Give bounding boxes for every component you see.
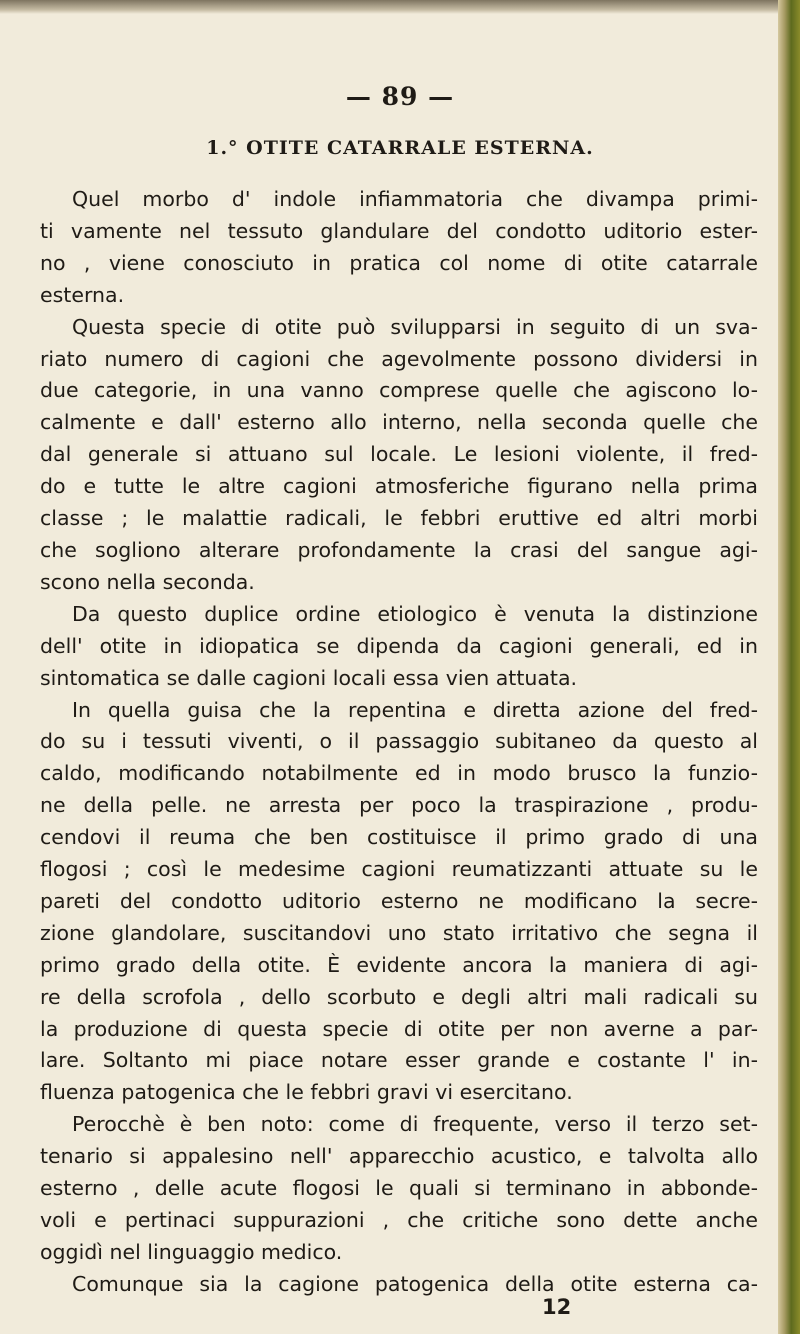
text-line: do e tutte le altre cagioni atmosferiche figurano nella prima <box>40 474 758 499</box>
text-line: Perocchè è ben noto: come di frequente, verso il terzo set- <box>72 1112 758 1137</box>
text-line: do su i tessuti viventi, o il passaggio subitaneo da questo al <box>40 729 758 754</box>
text-line: cendovi il reuma che ben costituisce il primo grado di una <box>40 825 758 850</box>
text-line: Da questo duplice ordine etiologico è venuta la distinzione <box>72 601 758 626</box>
text-line: dell' otite in idiopatica se dipenda da cagioni generali, ed in <box>40 633 758 658</box>
text-line: Comunque sia la cagione patogenica della otite esterna ca- <box>72 1271 758 1296</box>
text-line: oggidì nel linguaggio medico. <box>40 1239 343 1264</box>
text-line: In quella guisa che la repentina e diretta azione del fred- <box>72 697 758 722</box>
text-line: caldo, modificando notabilmente ed in modo brusco la funzio- <box>40 761 758 786</box>
text-line: ne della pelle. ne arresta per poco la traspirazione , produ- <box>40 793 758 818</box>
text-line: riato numero di cagioni che agevolmente possono dividersi in <box>40 346 758 371</box>
text-line: no , viene conosciuto in pratica col nome di otite catarrale <box>40 250 758 275</box>
text-line: voli e pertinaci suppurazioni , che critiche sono dette anche <box>40 1208 758 1232</box>
text-line: scono nella seconda. <box>40 569 255 594</box>
text-line: ti vamente nel tessuto glandulare del condotto uditorio ester- <box>40 218 758 243</box>
text-line: che sogliono alterare profondamente la crasi del sangue agi- <box>40 537 758 562</box>
text-line: esterna. <box>40 282 125 307</box>
text-line: Quel morbo d' indole infiammatoria che divampa primi- <box>72 187 758 211</box>
page-binding-edge <box>778 0 800 1334</box>
text-line: sintomatica se dalle cagioni locali essa vien attuata. <box>40 665 578 690</box>
text-line: dal generale si attuano sul locale. Le lesioni violente, il fred- <box>40 442 758 467</box>
page-number: — 89 — <box>345 82 455 111</box>
text-line: primo grado della otite. È evidente ancora la maniera di agi- <box>40 952 758 977</box>
page-top-edge <box>0 0 800 14</box>
text-line: due categorie, in una vanno comprese quelle che agiscono lo- <box>40 378 758 403</box>
section-title: 1.° OTITE CATARRALE ESTERNA. <box>206 137 594 159</box>
text-line: re della scrofola , dello scorbuto e degli altri mali radicali su <box>40 984 758 1009</box>
text-line: la produzione di questa specie di otite per non averne a par- <box>40 1016 758 1041</box>
text-line: Questa specie di otite può svilupparsi in seguito di un sva- <box>72 314 758 339</box>
text-line: lare. Soltanto mi piace notare esser grande e costante l' in- <box>40 1048 758 1073</box>
text-line: tenario si appalesino nell' apparecchio acustico, e talvolta allo <box>40 1144 758 1169</box>
text-line: fluenza patogenica che le febbri gravi vi esercitano. <box>40 1080 573 1105</box>
text-line: esterno , delle acute flogosi le quali si terminano in abbonde- <box>40 1176 758 1201</box>
text-line: flogosi ; così le medesime cagioni reumatizzanti attuate su le <box>40 857 758 882</box>
text-line: pareti del condotto uditorio esterno ne modificano la secre- <box>40 888 758 913</box>
body-text <box>40 184 758 1301</box>
text-line: classe ; le malattie radicali, le febbri eruttive ed altri morbi <box>40 506 758 531</box>
text-line: calmente e dall' esterno allo interno, nella seconda quelle che <box>40 410 758 435</box>
text-line: zione glandolare, suscitandovi uno stato irritativo che segna il <box>40 920 758 945</box>
signature-mark: 12 <box>542 1295 572 1319</box>
